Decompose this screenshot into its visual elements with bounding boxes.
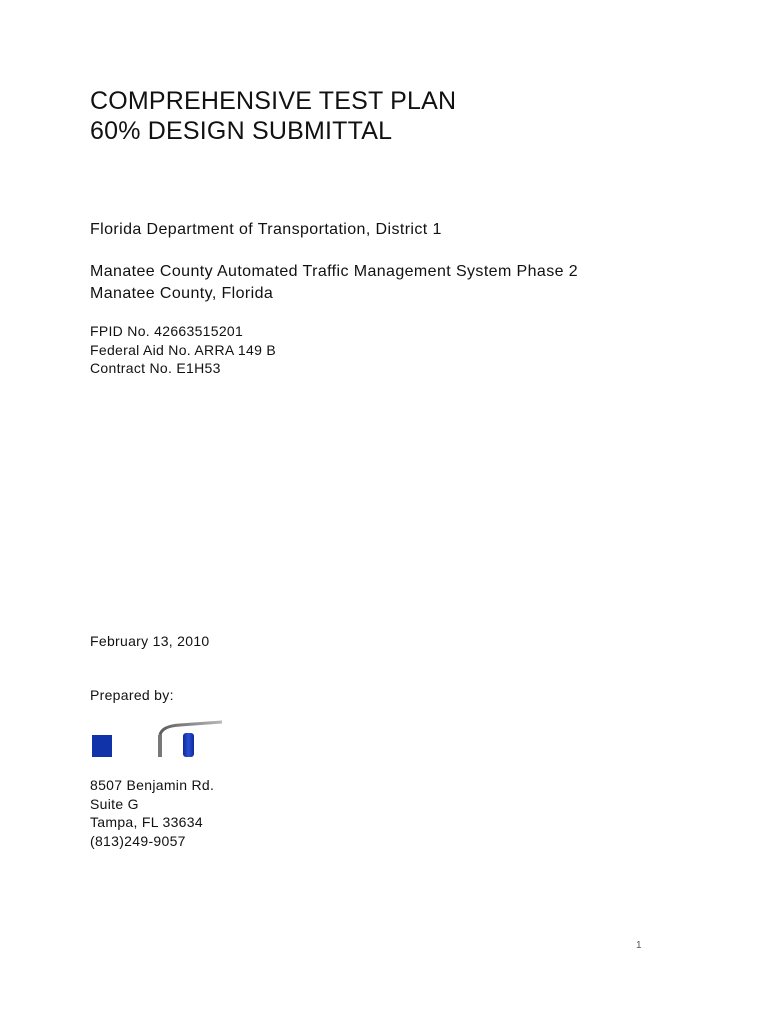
- identifiers-block: [90, 322, 276, 378]
- project-name: Manatee County Automated Traffic Management System Phase 2: [90, 263, 579, 280]
- address-city: Tampa, FL 33634: [90, 814, 203, 830]
- document-date: February 13, 2010: [90, 633, 210, 649]
- address-block: [90, 776, 214, 850]
- project-location: Manatee County, Florida: [90, 285, 274, 302]
- address-phone: (813)249-9057: [90, 832, 186, 849]
- prepared-by-label: Prepared by:: [90, 687, 174, 703]
- title-line-2: 60% DESIGN SUBMITTAL: [90, 117, 393, 145]
- fpid-number: FPID No. 42663515201: [90, 323, 244, 339]
- title-line-1: COMPREHENSIVE TEST PLAN: [90, 87, 457, 115]
- document-title: [90, 86, 730, 146]
- address-street: 8507 Benjamin Rd.: [90, 777, 215, 793]
- company-logo-icon: [90, 720, 250, 760]
- agency-name: Florida Department of Transportation, District 1: [90, 221, 442, 238]
- contract-number: Contract No. E1H53: [90, 360, 221, 376]
- project-block: [90, 261, 578, 305]
- federal-aid-number: Federal Aid No. ARRA 149 B: [90, 341, 277, 358]
- address-suite: Suite G: [90, 795, 139, 812]
- company-logo: [90, 720, 250, 760]
- page-number: 1: [636, 940, 642, 951]
